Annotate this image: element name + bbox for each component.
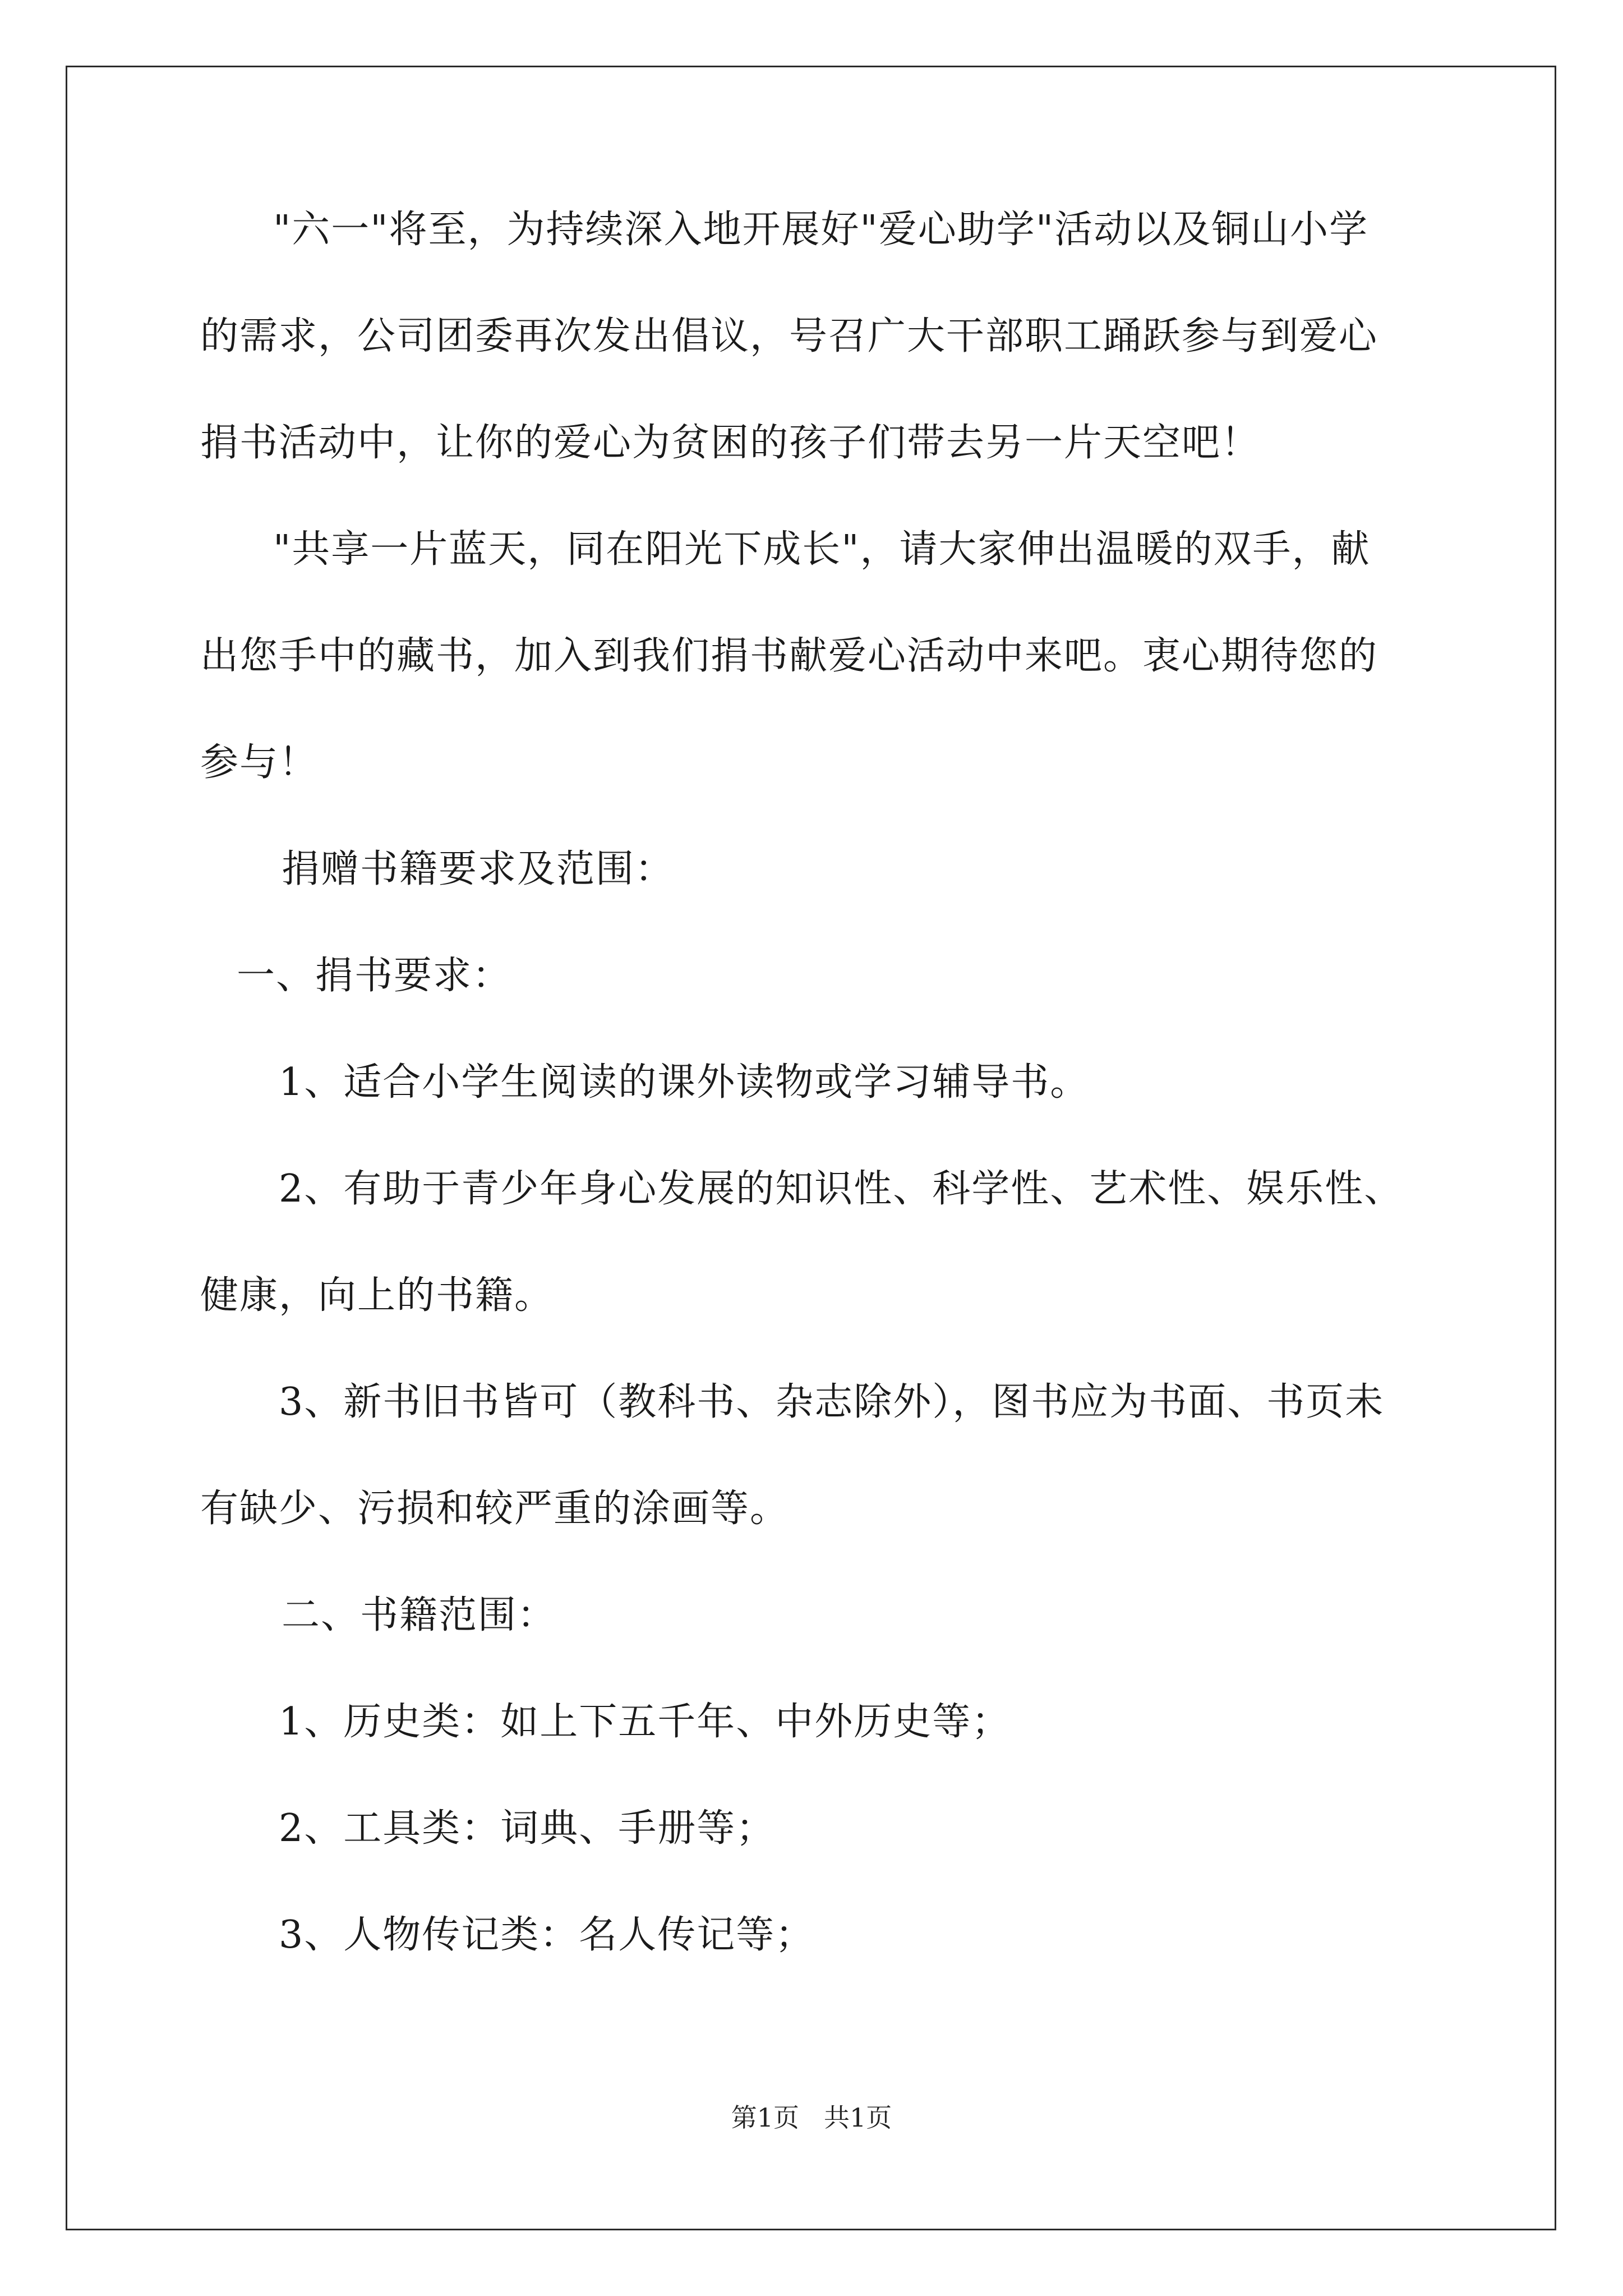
paragraph-line: "六一"将至，为持续深入地开展好"爱心助学"活动以及铜山小学 [273,208,1369,252]
page-total: 共1页 [824,2102,892,2133]
page-number: 第1页 [731,2102,799,2133]
list-item: 健康，向上的书籍。 [200,1273,554,1318]
paragraph-line: 出您手中的藏书，加入到我们捐书献爱心活动中来吧。衷心期待您的 [200,634,1378,678]
list-item: 1、适合小学生阅读的课外读物或学习辅导书。 [279,1060,1090,1105]
list-item: 1、历史类：如上下五千年、中外历史等； [279,1700,1011,1744]
section-heading: 二、书籍范围： [282,1593,557,1637]
page-frame [66,66,1556,2230]
paragraph-line: 的需求，公司团委再次发出倡议，号召广大干部职工踊跃参与到爱心 [200,314,1378,358]
paragraph-line: 捐书活动中，让你的爱心为贫困的孩子们带去另一片天空吧！ [200,421,1261,465]
section-heading: 一、捐书要求： [237,954,512,998]
paragraph-line: 参与！ [200,740,319,785]
list-item: 有缺少、污损和较严重的涂画等。 [200,1487,790,1531]
list-item: 3、新书旧书皆可（教科书、杂志除外），图书应为书面、书页未 [279,1380,1385,1424]
page-footer [0,2102,1623,2133]
list-item: 2、工具类：词典、手册等； [279,1806,776,1851]
list-item: 2、有助于青少年身心发展的知识性、科学性、艺术性、娱乐性、 [279,1167,1404,1211]
section-heading: 捐赠书籍要求及范围： [282,847,675,891]
paragraph-line: "共享一片蓝天，同在阳光下成长"，请大家伸出温暖的双手，献 [273,527,1371,572]
list-item: 3、人物传记类：名人传记等； [279,1913,815,1957]
